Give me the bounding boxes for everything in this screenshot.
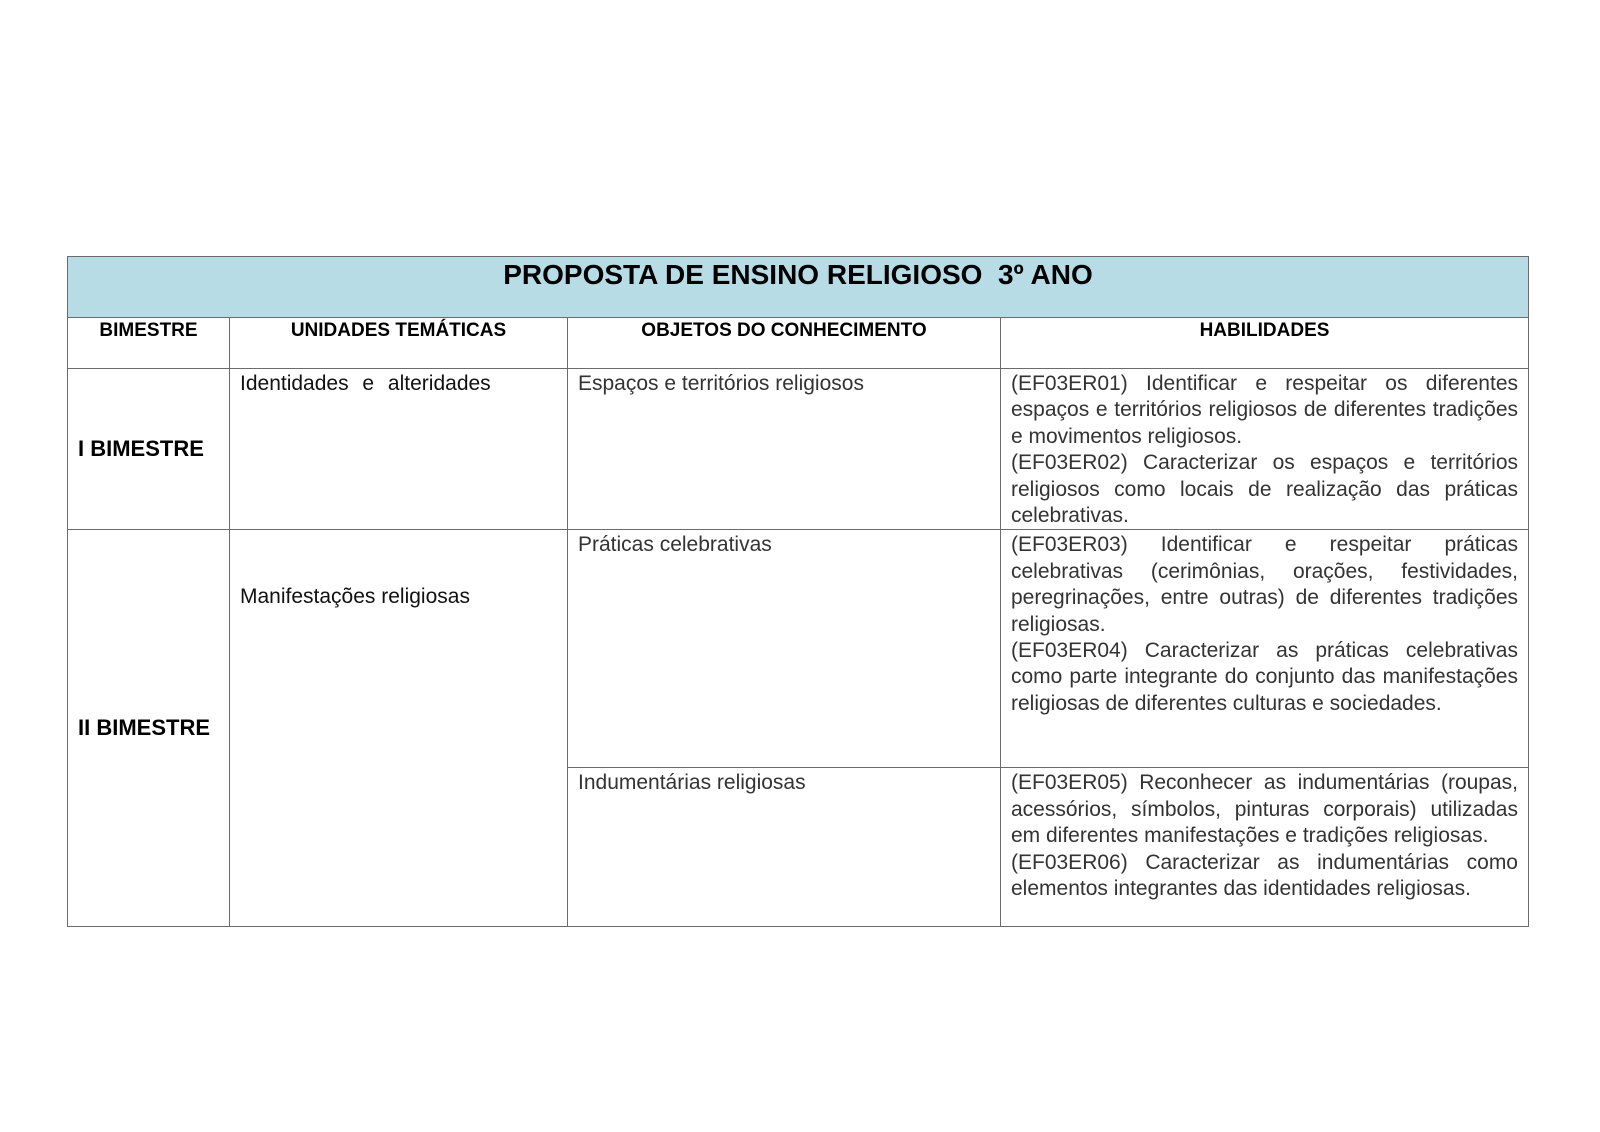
header-objetos-do-conhecimento: OBJETOS DO CONHECIMENTO — [568, 318, 1001, 369]
habilidades-cell — [1001, 768, 1529, 927]
habilidades-cell — [1001, 530, 1529, 768]
bimestre-cell: I BIMESTRE — [68, 369, 230, 530]
habilidade-item: (EF03ER02) Caracterizar os espaços e territórios religiosos como locais de realização das práticas celebrativas. — [1011, 451, 1518, 528]
habilidade-item: (EF03ER03) Identificar e respeitar práticas celebrativas (cerimônias, orações, festividades, peregrinações, entre outras) de diferentes tradições religiosas. — [1011, 533, 1518, 636]
habilidade-item: (EF03ER06) Caracterizar as indumentárias como elementos integrantes das identidades religiosas. — [1011, 850, 1518, 901]
objeto-cell: Espaços e territórios religiosos — [568, 369, 1001, 530]
habilidades-cell — [1001, 369, 1529, 530]
unidade-cell — [230, 530, 568, 927]
bimestre-cell: II BIMESTRE — [68, 530, 230, 927]
header-bimestre: BIMESTRE — [68, 318, 230, 369]
habilidade-item: (EF03ER04) Caracterizar as práticas celebrativas como parte integrante do conjunto das manifestações religiosas de diferentes culturas e sociedades. — [1011, 639, 1518, 715]
header-unidades-tematicas: UNIDADES TEMÁTICAS — [230, 318, 568, 369]
unidade-cell — [230, 369, 568, 530]
header-row — [68, 318, 1529, 369]
unidade-text: Manifestações religiosas — [240, 585, 470, 609]
objeto-cell: Indumentárias religiosas — [568, 768, 1001, 927]
unidade-text: Identidades e alteridades — [240, 372, 491, 395]
habilidade-item: (EF03ER05) Reconhecer as indumentárias (roupas, acessórios, símbolos, pinturas corporais) utilizadas em diferentes manifestações e tradições religiosas. — [1011, 771, 1518, 848]
table-title: PROPOSTA DE ENSINO RELIGIOSO 3º ANO — [68, 257, 1529, 318]
objeto-cell: Práticas celebrativas — [568, 530, 1001, 768]
table-row — [68, 530, 1529, 768]
table-row — [68, 369, 1529, 530]
header-habilidades: HABILIDADES — [1001, 318, 1529, 369]
curriculum-table — [67, 256, 1529, 927]
title-row — [68, 257, 1529, 318]
habilidade-item: (EF03ER01) Identificar e respeitar os diferentes espaços e territórios religiosos de diferentes tradições e movimentos religiosos. — [1011, 372, 1518, 448]
